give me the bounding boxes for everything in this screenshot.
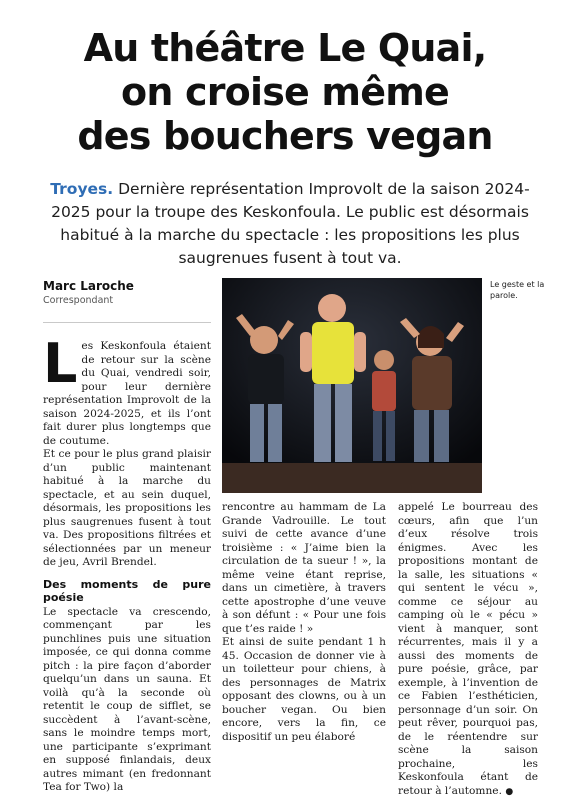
paragraph-5: Et ainsi de suite pendant 1 h 45. Occasion de donner vie à un toiletteur pour chiens, à des personnages de Matrix opposant des clowns, ou à un boucher vegan. Ou bien encore, vers la fin, ce dispositif un peu élaboré (222, 636, 386, 743)
lead-city: Troyes. (50, 180, 114, 198)
section-subheading: Des moments de pure poésie (43, 577, 211, 604)
lead-text: Dernière représentation Improvolt de la saison 2024-2025 pour la troupe des Keskonfoula. Le public est désormais habitué à la marche du spectacle : les propositions les plus saugrenues fusent à tout va. (51, 180, 530, 267)
headline-line-3: des bouchers vegan (77, 114, 493, 158)
paragraph-6: appelé Le bourreau des cœurs, afin que l’un d’eux résolve trois énigmes. Avec les propositions montant de la salle, les situations « qui sentent le vécu », comme ce séjour au camping où le « pécu » vient à manquer, sont récurrentes, mais il y a aussi des moments de pure poésie, grâce, par exemple, à l’invention de ce Fabien l’esthéticien, personnage d’un soir. On peut rêver, pourquoi pas, de le réentendre sur scène la saison prochaine, les Keskonfoula étant de retour à l’automne. (398, 501, 538, 797)
paragraph-4: rencontre au hammam de La Grande Vadrouille. Le tout suivi de cette avance d’une troisième : « J’aime bien la circulation de ta sueur ! », la même veine étant reprise, dans un cimetière, à travers cette apostrophe d’une veuve à son défunt : « Pour une fois que t’es raide ! » (222, 501, 386, 635)
article-column-2 (222, 501, 386, 744)
article-column-3 (398, 501, 538, 799)
article-photo (222, 278, 482, 493)
end-mark: ● (505, 786, 514, 797)
paragraph-2: Et ce pour le plus grand plaisir d’un public maintenant habitué à la marche du spectacle, et au sein duquel, désormais, les propositions les plus saugrenues fusent à tout va. Des propositions filtrées et sélectionnées par un meneur de jeu, Avril Brendel. (43, 448, 211, 568)
paragraph-3: Le spectacle va crescendo, commençant par les punchlines puis une situation imposée, ce qui donna comme pitch : la pire façon d’aborder quelqu’un dans un sauna. Et voilà qu’à la seconde où retentit le coup de sifflet, se succèdent à l’avant-scène, sans le moindre temps mort, une participante s’exprimant en supposé finlandais, deux autres mimant (en fredonnant Tea for Two) la (43, 605, 211, 793)
byline-divider (43, 322, 211, 323)
drop-cap: L (43, 332, 78, 395)
improv-actors-illustration (222, 278, 482, 493)
article-headline (0, 26, 570, 158)
article-column-1 (43, 332, 211, 795)
headline-line-1: Au théâtre Le Quai, (83, 26, 487, 70)
author-role: Correspondant (43, 295, 114, 306)
photo-caption: Le geste et la parole. (490, 280, 545, 300)
author-byline (43, 280, 213, 306)
paragraph-1: es Keskonfoula étaient de retour sur la scène du Quai, vendredi soir, pour leur dernière représentation Improvolt de la saison 2024-2025, et ils l’ont fait durer plus longtemps que de coutume. (43, 340, 211, 447)
headline-line-2: on croise même (121, 70, 449, 114)
article-lead (40, 178, 540, 270)
author-name: Marc Laroche (43, 279, 134, 293)
